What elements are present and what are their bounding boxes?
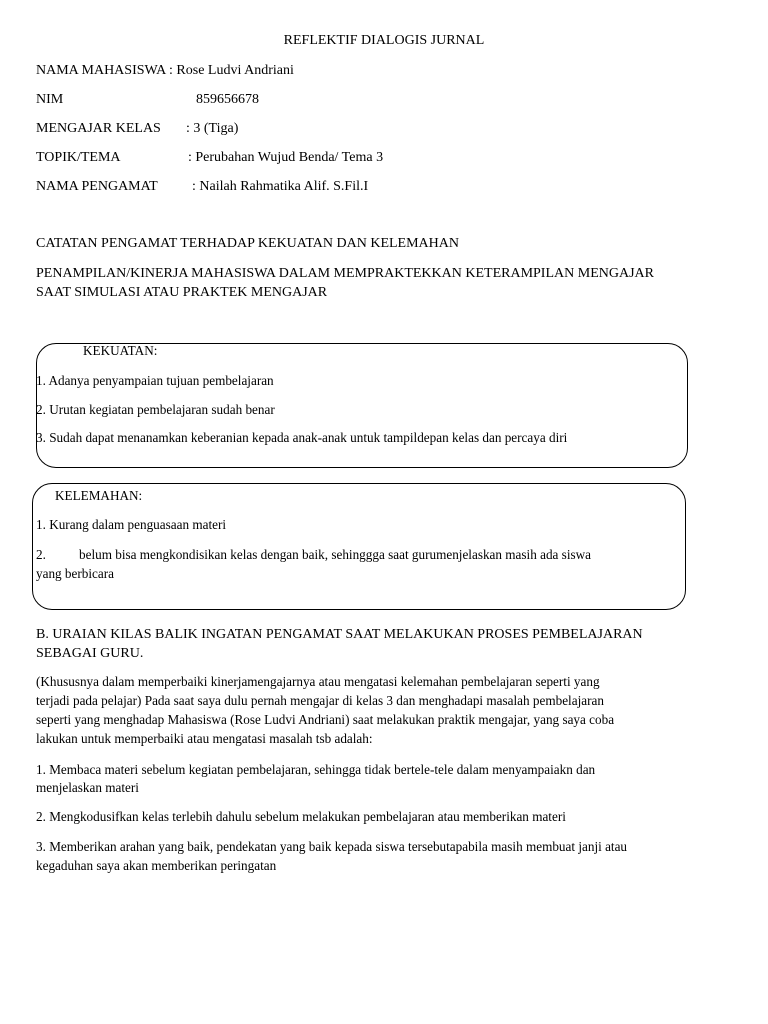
section-b-intro-line1: (Khususnya dalam memperbaiki kinerjamengajarnya atau mengatasi kelemahan pembelajaran seperti yang: [36, 674, 600, 689]
field-label-mengajar-kelas: MENGAJAR KELAS: [36, 121, 161, 136]
field-value-topik-tema: : Perubahan Wujud Benda/ Tema 3: [188, 150, 384, 165]
section-b-item-3-line2: kegaduhan saya akan memberikan peringatan: [36, 858, 277, 873]
section-a-heading-line3: SAAT SIMULASI ATAU PRAKTEK MENGAJAR: [36, 285, 328, 300]
section-a-heading-line2: PENAMPILAN/KINERJA MAHASISWA DALAM MEMPRAKTEKKAN KETERAMPILAN MENGAJAR: [36, 266, 654, 281]
field-label-topik-tema: TOPIK/TEMA: [36, 150, 121, 165]
kelemahan-item-2-line2: yang berbicara: [36, 566, 114, 581]
section-b-item-2: 2. Mengkodusifkan kelas terlebih dahulu sebelum melakukan pembelajaran atau memberikan materi: [36, 809, 566, 824]
section-b-item-1-line2: menjelaskan materi: [36, 780, 139, 795]
section-b-item-3-line1: 3. Memberikan arahan yang baik, pendekatan yang baik kepada siswa tersebutapabila masih membuat janji atau: [36, 839, 628, 854]
section-b-intro-line2: terjadi pada pelajar) Pada saat saya dulu pernah mengajar di kelas 3 dan menghadapi masalah pembelajaran: [36, 693, 604, 708]
field-value-nama-mahasiswa: Rose Ludvi Andriani: [176, 63, 294, 78]
field-value-mengajar-kelas: : 3 (Tiga): [186, 121, 239, 136]
kelemahan-item-2-number: 2.: [36, 547, 46, 562]
field-value-nim: 859656678: [196, 92, 259, 107]
section-b-item-1-line1: 1. Membaca materi sebelum kegiatan pembelajaran, sehingga tidak bertele-tele dalam menyampaiakn dan: [36, 762, 596, 777]
kekuatan-item-1: 1. Adanya penyampaian tujuan pembelajaran: [36, 373, 274, 388]
kekuatan-heading: KEKUATAN:: [83, 343, 158, 358]
section-a-heading-line1: CATATAN PENGAMAT TERHADAP KEKUATAN DAN KELEMAHAN: [36, 236, 459, 251]
field-label-nama-mahasiswa: NAMA MAHASISWA : Rose Ludvi Andriani: [36, 63, 294, 78]
kekuatan-item-2: 2. Urutan kegiatan pembelajaran sudah benar: [36, 402, 275, 417]
section-b-intro-line3: seperti yang menghadap Mahasiswa (Rose Ludvi Andriani) saat melakukan praktik mengajar, yang saya coba: [36, 712, 615, 727]
document-title: REFLEKTIF DIALOGIS JURNAL: [283, 33, 485, 48]
field-value-nama-pengamat: : Nailah Rahmatika Alif. S.Fil.I: [192, 179, 369, 194]
kekuatan-item-3: 3. Sudah dapat menanamkan keberanian kepada anak-anak untuk tampildepan kelas dan percaya diri: [36, 430, 568, 445]
kelemahan-item-2-line1: belum bisa mengkondisikan kelas dengan baik, sehinggga saat gurumenjelaskan masih ada siswa: [79, 547, 591, 562]
section-b-heading-line1: B. URAIAN KILAS BALIK INGATAN PENGAMAT SAAT MELAKUKAN PROSES PEMBELAJARAN: [36, 627, 643, 642]
kelemahan-item-1: 1. Kurang dalam penguasaan materi: [36, 517, 227, 532]
section-b-intro-line4: lakukan untuk memperbaiki atau mengatasi masalah tsb adalah:: [36, 731, 373, 746]
kelemahan-heading: KELEMAHAN:: [55, 488, 143, 503]
field-label-nama-pengamat: NAMA PENGAMAT: [36, 179, 158, 194]
section-b-heading-line2: SEBAGAI GURU.: [36, 646, 144, 661]
field-label-nim: NIM: [36, 92, 64, 107]
